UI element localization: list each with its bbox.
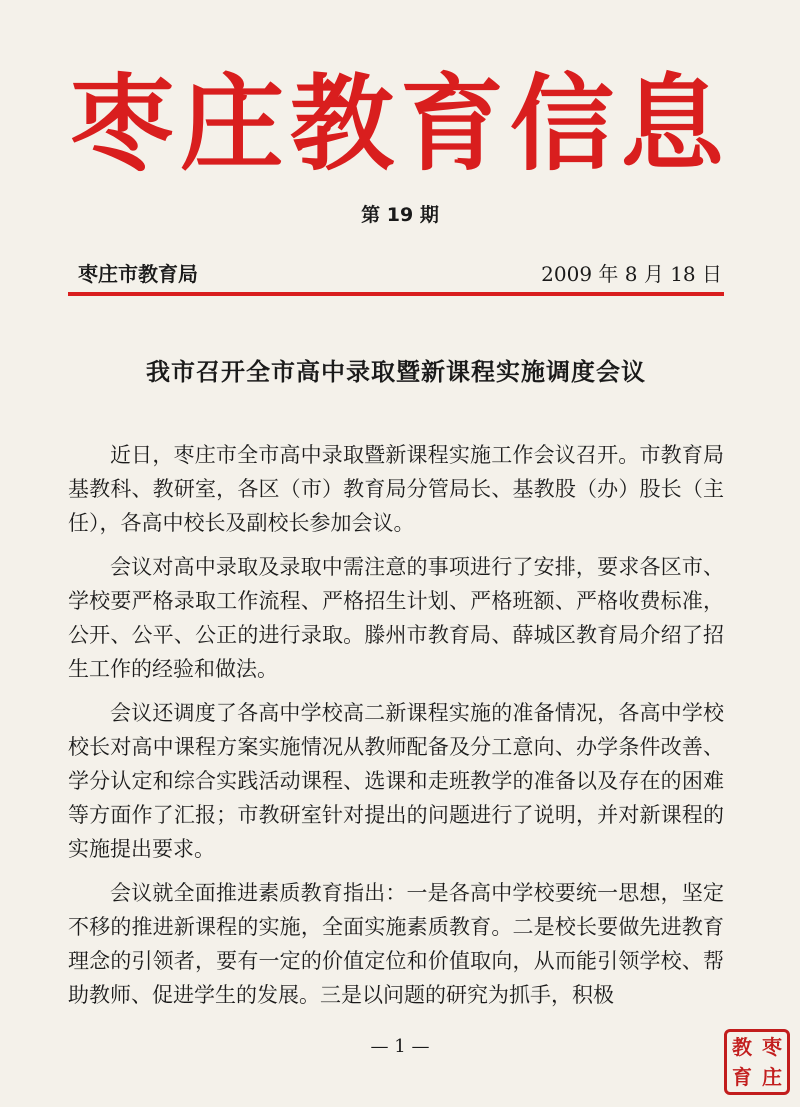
seal-stamp (724, 1029, 790, 1095)
publish-date: 2009 年 8 月 18 日 (541, 262, 722, 286)
article-body (68, 438, 724, 1022)
page-number: — 1 — (370, 1036, 430, 1057)
seal-char: 育 (732, 1065, 752, 1089)
seal-char: 庄 (762, 1065, 782, 1089)
seal-char: 枣 (762, 1035, 782, 1059)
article-paragraph: 会议还调度了各高中学校高二新课程实施的准备情况，各高中学校校长对高中课程方案实施情况从教师配备及分工意向、办学条件改善、学分认定和综合实践活动课程、选课和走班教学的准备以及存在的困难等方面作了汇报；市教研室针对提出的问题进行了说明，并对新课程的实施提出要求。 (68, 701, 724, 861)
article-paragraph: 会议对高中录取及录取中需注意的事项进行了安排，要求各区市、学校要严格录取工作流程、严格招生计划、严格班额、严格收费标准，公开、公平、公正的进行录取。滕州市教育局、薛城区教育局介绍了招生工作的经验和做法。 (68, 555, 724, 681)
header-divider (68, 292, 724, 296)
issue-number: 第 19 期 (361, 204, 439, 226)
article-paragraph: 近日，枣庄市全市高中录取暨新课程实施工作会议召开。市教育局基教科、教研室，各区（市）教育局分管局长、基教股（办）股长（主任），各高中校长及副校长参加会议。 (68, 443, 724, 535)
publisher-name: 枣庄市教育局 (78, 262, 198, 286)
masthead-title: 枣庄教育信息 (69, 63, 730, 185)
seal-char: 教 (732, 1035, 752, 1059)
article-headline: 我市召开全市高中录取暨新课程实施调度会议 (146, 358, 646, 386)
article-paragraph: 会议就全面推进素质教育指出：一是各高中学校要统一思想，坚定不移的推进新课程的实施，全面实施素质教育。二是校长要做先进教育理念的引领者，要有一定的价值定位和价值取向，从而能引领学校、帮助教师、促进学生的发展。三是以问题的研究为抓手，积极 (68, 881, 724, 1007)
